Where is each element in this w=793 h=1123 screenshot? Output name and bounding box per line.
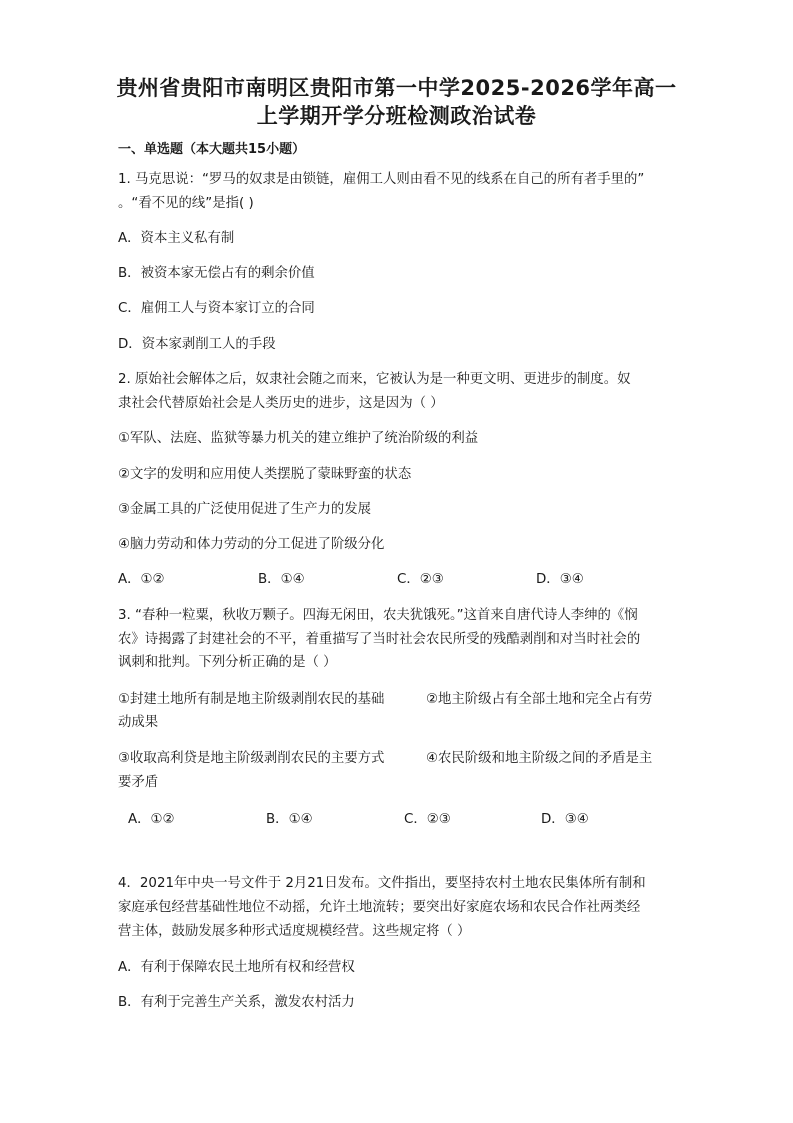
question-2-stem-line-2: 隶社会代替原始社会是人类历史的进步，这是因为（ ） — [118, 396, 444, 411]
question-4-option-b[interactable]: B．有利于完善生产关系，激发农村活力 — [118, 995, 355, 1010]
question-2-stem-line-1: 2. 原始社会解体之后，奴隶社会随之而来，它被认为是一种更文明、更进步的制度。奴 — [118, 372, 631, 387]
question-3-statement-4-cont: 要矛盾 — [118, 775, 159, 790]
question-2-statement-4: ④脑力劳动和体力劳动的分工促进了阶级分化 — [118, 537, 385, 552]
question-3-statement-2: ②地主阶级占有全部土地和完全占有劳 — [426, 692, 653, 707]
question-4-stem-line-3: 营主体，鼓励发展多种形式适度规模经营。这些规定将（ ） — [118, 924, 471, 939]
question-2-statement-2: ②文字的发明和应用使人类摆脱了蒙昧野蛮的状态 — [118, 467, 412, 482]
question-2-option-a[interactable]: A．①② — [118, 572, 165, 587]
question-4-stem-line-1: 4．2021年中央一号文件于 2月21日发布。文件指出，要坚持农村土地农民集体所有制和 — [118, 876, 646, 891]
section-heading: 一、单选题（本大题共15小题） — [118, 142, 306, 157]
exam-title-line-2: 上学期开学分班检测政治试卷 — [256, 104, 537, 128]
question-1-option-b[interactable]: B．被资本家无偿占有的剩余价值 — [118, 266, 315, 281]
question-3-option-b[interactable]: B．①④ — [266, 812, 313, 827]
question-2-statement-3: ③金属工具的广泛使用促进了生产力的发展 — [118, 502, 372, 517]
question-3-stem-line-2: 农》诗揭露了封建社会的不平，着重描写了当时社会农民所受的残酷剥削和对当时社会的 — [118, 632, 641, 647]
question-1-stem-line-2: 。“看不见的线”是指( ) — [118, 196, 254, 211]
question-2-option-b[interactable]: B．①④ — [258, 572, 305, 587]
question-2-option-d[interactable]: D．③④ — [536, 572, 584, 587]
question-1-option-c[interactable]: C．雇佣工人与资本家订立的合同 — [118, 301, 315, 316]
question-3-stem-line-3: 讽刺和批判。下列分析正确的是（ ） — [118, 655, 337, 670]
question-3-statement-2-cont: 动成果 — [118, 715, 159, 730]
question-3-statement-4: ④农民阶级和地主阶级之间的矛盾是主 — [426, 751, 653, 766]
question-1-stem-line-1: 1. 马克思说：“罗马的奴隶是由锁链，雇佣工人则由看不见的线系在自己的所有者手里的” — [118, 172, 645, 187]
question-1-option-d[interactable]: D．资本家剥削工人的手段 — [118, 337, 276, 352]
question-2-option-c[interactable]: C．②③ — [397, 572, 444, 587]
question-3-statement-1: ①封建土地所有制是地主阶级剥削农民的基础 — [118, 692, 385, 707]
question-1-option-a[interactable]: A．资本主义私有制 — [118, 231, 235, 246]
question-4-option-a[interactable]: A．有利于保障农民土地所有权和经营权 — [118, 960, 355, 975]
question-4-stem-line-2: 家庭承包经营基础性地位不动摇，允许土地流转；要突出好家庭农场和农民合作社两类经 — [118, 900, 641, 915]
question-3-option-a[interactable]: A．①② — [128, 812, 175, 827]
question-3-option-d[interactable]: D．③④ — [541, 812, 589, 827]
question-3-option-c[interactable]: C．②③ — [404, 812, 451, 827]
question-3-statement-3: ③收取高利贷是地主阶级剥削农民的主要方式 — [118, 751, 385, 766]
question-2-statement-1: ①军队、法庭、监狱等暴力机关的建立维护了统治阶级的利益 — [118, 431, 479, 446]
question-3-stem-line-1: 3. “春种一粒粟，秋收万颗子。四海无闲田，农夫犹饿死。”这首来自唐代诗人李绅的《悯 — [118, 608, 638, 623]
exam-title-line-1: 贵州省贵阳市南明区贵阳市第一中学2025-2026学年高一 — [116, 76, 677, 100]
